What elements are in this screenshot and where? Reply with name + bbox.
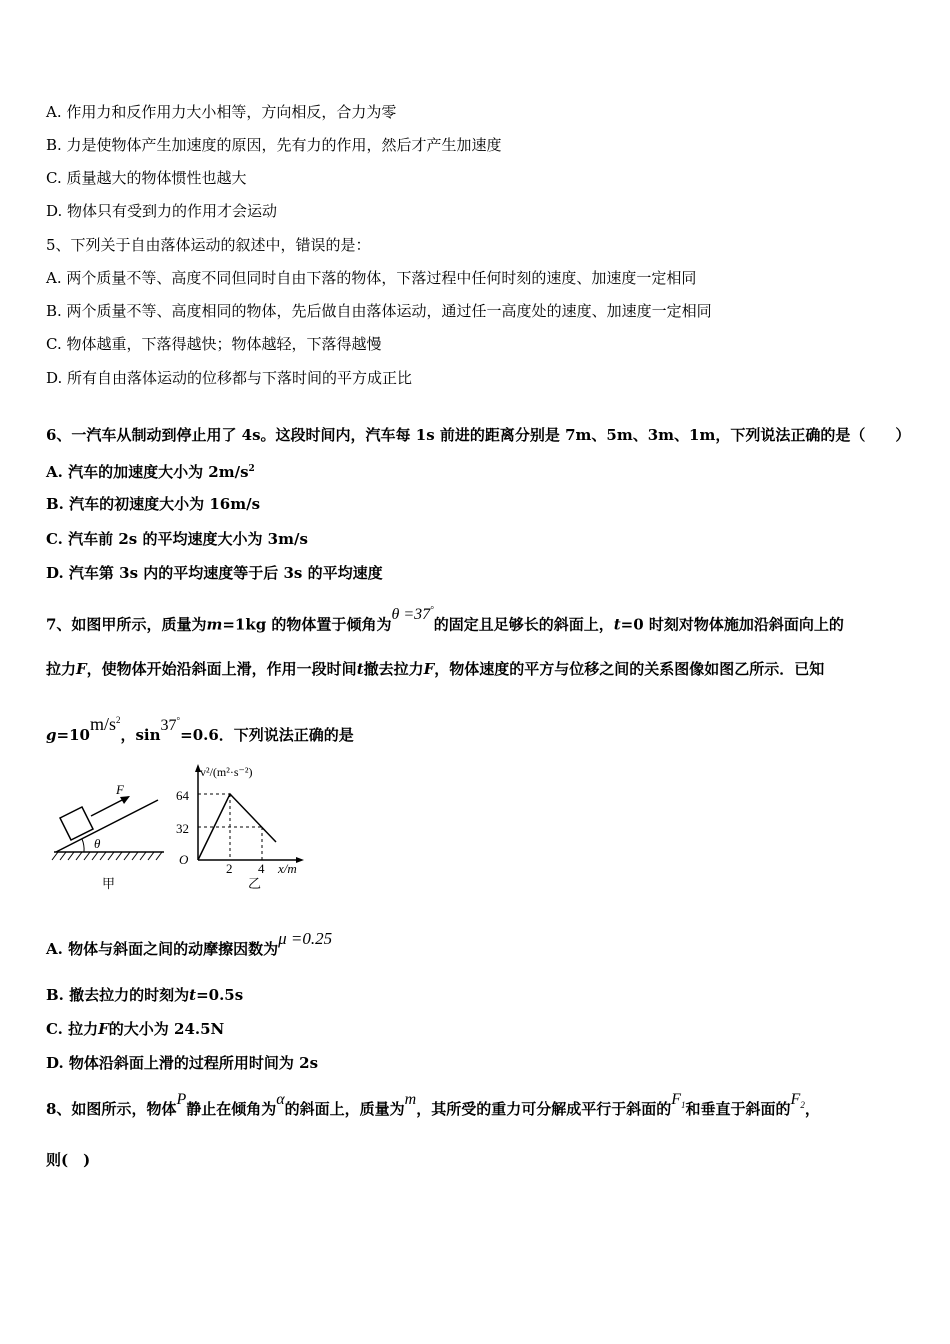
q7-l2-b: ，使物体开始沿斜面上滑，作用一段时间 bbox=[86, 660, 357, 678]
q8-l1-f: ， bbox=[804, 1100, 820, 1118]
force-arrow bbox=[91, 798, 126, 816]
q4-option-c: C. 质量越大的物体惯性也越大 bbox=[46, 169, 247, 187]
q7-option-d: D. 物体沿斜面上滑的过程所用时间为 2s bbox=[46, 1054, 319, 1072]
q8-l1-a: 8、如图所示，物体 bbox=[46, 1100, 177, 1118]
q8-f2-text: F bbox=[790, 1091, 801, 1108]
q7-l2-t: t bbox=[356, 660, 364, 678]
q7-line-3 bbox=[46, 714, 354, 746]
q7-l1-b: =1kg 的物体置于倾角为 bbox=[222, 615, 392, 634]
q7-figure bbox=[46, 760, 316, 900]
q7-c-post: 的大小为 24.5N bbox=[108, 1020, 225, 1038]
q7-l2-f2: F bbox=[423, 660, 435, 678]
q7-unit-text: m/s bbox=[89, 714, 116, 734]
q7-l1-c: 的固定且足够长的斜面上， bbox=[433, 615, 614, 634]
q5-stem: 5、下列关于自由落体运动的叙述中，错误的是： bbox=[46, 236, 371, 254]
label-theta: θ bbox=[94, 836, 101, 851]
q8-f2 bbox=[790, 1091, 805, 1111]
q6-option-a-text: A. 汽车的加速度大小为 2m/s bbox=[46, 463, 249, 481]
q7-line-2 bbox=[46, 659, 824, 679]
q7-c-text: C. 拉力 bbox=[46, 1020, 99, 1038]
x-tick-4: 4 bbox=[258, 861, 265, 876]
q7-l1-d: =0 时刻对物体施加沿斜面向上的 bbox=[620, 615, 844, 634]
caption-yi: 乙 bbox=[248, 876, 262, 891]
q7-figure-svg bbox=[46, 760, 316, 900]
q4-option-d: D. 物体只有受到力的作用才会运动 bbox=[46, 202, 278, 220]
q8-f1 bbox=[671, 1091, 686, 1111]
x-axis-arrow bbox=[296, 857, 304, 863]
q5-option-c: C. 物体越重，下落得越快；物体越轻，下落得越慢 bbox=[46, 335, 382, 353]
q6-option-c: C. 汽车前 2s 的平均速度大小为 3m/s bbox=[46, 530, 308, 548]
figure-jia bbox=[52, 782, 164, 891]
theta-arc bbox=[82, 839, 84, 852]
q8-f2-sub: 2 bbox=[800, 1100, 805, 1111]
q7-l1-t: t bbox=[613, 615, 621, 634]
q7-a-mu: μ =0.25 bbox=[278, 929, 333, 948]
q4-option-b: B. 力是使物体产生加速度的原因，先有力的作用，然后才产生加速度 bbox=[46, 136, 502, 154]
q7-unit-sup: 2 bbox=[115, 715, 121, 725]
q5-option-d: D. 所有自由落体运动的位移都与下落时间的平方成正比 bbox=[46, 369, 413, 387]
q8-m: m bbox=[404, 1091, 417, 1108]
caption-jia: 甲 bbox=[102, 876, 116, 891]
q8-l1-c: 的斜面上，质量为 bbox=[284, 1100, 405, 1118]
q8-line-1 bbox=[46, 1091, 820, 1125]
q8-f1-sub: 1 bbox=[681, 1100, 686, 1111]
q7-b-t: t bbox=[189, 986, 197, 1004]
q7-unit bbox=[90, 714, 121, 734]
q7-sin-angle bbox=[161, 717, 181, 734]
q8-alpha: α bbox=[276, 1091, 285, 1108]
q7-option-c bbox=[46, 1019, 224, 1039]
q7-angle-deg: ° bbox=[176, 715, 181, 726]
q7-option-b bbox=[46, 985, 243, 1005]
q8-l1-b: 静止在倾角为 bbox=[186, 1100, 277, 1118]
q7-l1-a: 7、如图甲所示，质量为 bbox=[46, 615, 207, 634]
q7-l2-d: ，物体速度的平方与位移之间的关系图像如图乙所示．已知 bbox=[434, 660, 825, 678]
q7-l3-a: =10 bbox=[56, 726, 90, 744]
q7-b-post: =0.5s bbox=[196, 986, 244, 1004]
q7-l2-a: 拉力 bbox=[46, 660, 77, 678]
q7-theta-deg: ° bbox=[430, 605, 434, 615]
x-tick-2: 2 bbox=[226, 861, 233, 876]
y-tick-64: 64 bbox=[176, 788, 189, 803]
q7-option-a bbox=[46, 929, 333, 959]
q7-l2-c: 撤去拉力 bbox=[363, 660, 424, 678]
q7-theta-formula bbox=[391, 606, 433, 623]
q7-l1-m: m bbox=[206, 615, 223, 634]
q7-l3-g: g bbox=[46, 726, 57, 744]
q6-option-a bbox=[46, 459, 255, 482]
q7-angle: 37 bbox=[160, 717, 177, 734]
label-f: F bbox=[116, 782, 124, 797]
q6-option-a-sup: 2 bbox=[248, 464, 255, 474]
q6-stem: 6、一汽车从制动到停止用了 4s。这段时间内，汽车每 1s 前进的距离分别是 7m、5m、3m、1m，下列说法正确的是（ ） bbox=[46, 426, 911, 444]
q8-f1-text: F bbox=[671, 1091, 682, 1108]
y-tick-32: 32 bbox=[176, 821, 189, 836]
q7-a-text: A. 物体与斜面之间的动摩擦因数为 bbox=[46, 940, 279, 958]
figure-yi bbox=[176, 764, 304, 891]
q7-c-f: F bbox=[98, 1020, 109, 1038]
q7-theta: θ =37 bbox=[391, 606, 431, 624]
q8-l1-e: 和垂直于斜面的 bbox=[685, 1100, 791, 1118]
q7-b-text: B. 撤去拉力的时刻为 bbox=[46, 986, 190, 1004]
q6-option-d: D. 汽车第 3s 内的平均速度等于后 3s 的平均速度 bbox=[46, 564, 383, 582]
q8-l1-d: ，其所受的重力可分解成平行于斜面的 bbox=[416, 1100, 672, 1118]
q4-option-a: A. 作用力和反作用力大小相等，方向相反，合力为零 bbox=[46, 103, 397, 121]
q5-option-b: B. 两个质量不等、高度相同的物体，先后做自由落体运动，通过任一高度处的速度、加速度一定相同 bbox=[46, 302, 712, 320]
q7-l2-f: F bbox=[76, 660, 87, 678]
ground-hatch bbox=[52, 852, 162, 860]
q5-option-a: A. 两个质量不等、高度不同但同时自由下落的物体，下落过程中任何时刻的速度、加速度一定相同 bbox=[46, 269, 697, 287]
origin-label: O bbox=[179, 852, 189, 867]
x-axis-label: x/m bbox=[278, 861, 297, 876]
y-axis-label: v²/(m²·s⁻²) bbox=[200, 765, 253, 779]
q6-option-b: B. 汽车的初速度大小为 16m/s bbox=[46, 495, 261, 513]
q7-line-1 bbox=[46, 605, 844, 635]
q8-line-2: 则( ) bbox=[46, 1151, 91, 1169]
q7-l3-b: ，sin bbox=[120, 726, 161, 744]
q7-l3-c: =0.6．下列说法正确的是 bbox=[180, 726, 354, 744]
q8-p: P bbox=[176, 1091, 187, 1108]
